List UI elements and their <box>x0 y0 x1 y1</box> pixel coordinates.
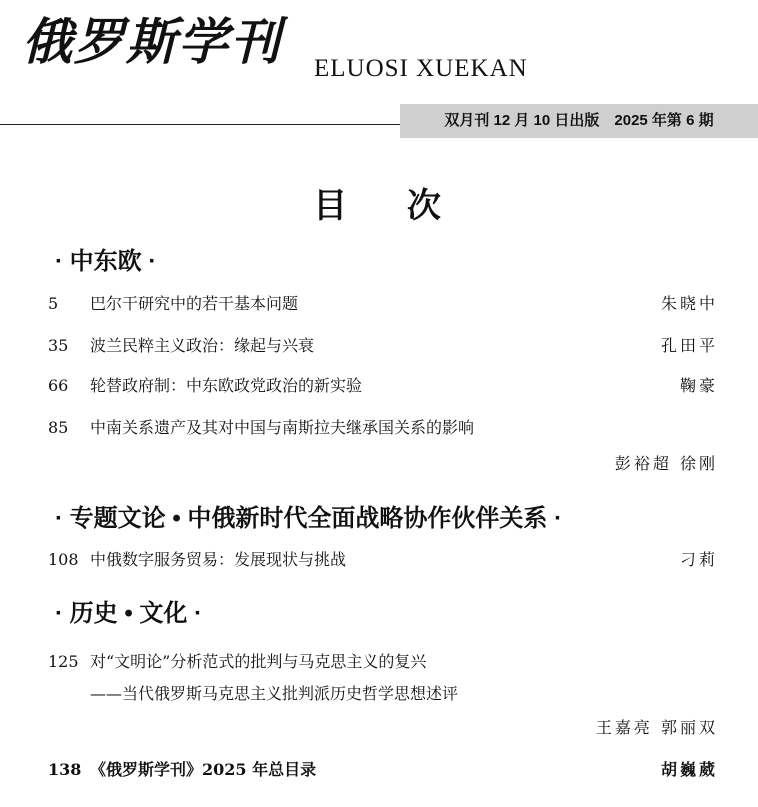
section-heading-central-eastern-europe: · 中东欧 · <box>55 248 157 275</box>
page-number: 5 <box>48 294 59 313</box>
page-number: 108 <box>48 550 79 569</box>
toc-entry[interactable] <box>48 758 718 782</box>
article-title: 波兰民粹主义政治：缘起与兴衰 <box>90 336 315 355</box>
section-heading-history-culture: · 历史 • 文化 · <box>55 600 203 627</box>
toc-title: 目 次 <box>313 186 465 226</box>
author: 彭裕超 徐刚 <box>614 454 718 473</box>
page-number: 125 <box>48 652 79 671</box>
toc-entry[interactable] <box>48 548 718 572</box>
author: 王嘉亮 郭丽双 <box>595 718 718 737</box>
article-subtitle: ——当代俄罗斯马克思主义批判派历史哲学思想述评 <box>90 684 459 703</box>
page-number: 85 <box>48 418 69 437</box>
author: 孔田平 <box>660 336 718 355</box>
section-heading-special-topic: · 专题文论 • 中俄新时代全面战略协作伙伴关系 · <box>55 505 563 532</box>
article-title: 中俄数字服务贸易：发展现状与挑战 <box>90 550 347 569</box>
author: 鞠豪 <box>679 376 718 395</box>
article-title: 《俄罗斯学刊》2025 年总目录 <box>90 760 317 779</box>
page-number: 138 <box>48 760 82 779</box>
issue-info-bar: 双月刊 12 月 10 日出版 2025 年第 6 期 <box>400 104 758 138</box>
toc-entry[interactable] <box>48 416 718 440</box>
toc-entry[interactable] <box>48 334 718 358</box>
article-title: 轮替政府制：中东欧政党政治的新实验 <box>90 376 363 395</box>
article-title: 巴尔干研究中的若干基本问题 <box>90 294 299 313</box>
page-number: 66 <box>48 376 69 395</box>
article-title: 对“文明论”分析范式的批判与马克思主义的复兴 <box>90 652 427 671</box>
toc-entry[interactable] <box>48 650 718 674</box>
article-title: 中南关系遗产及其对中国与南斯拉夫继承国关系的影响 <box>90 418 475 437</box>
journal-latin-title: ELUOSI XUEKAN <box>314 55 528 82</box>
author: 胡巍葳 <box>660 760 718 779</box>
page-number: 35 <box>48 336 69 355</box>
author: 刁莉 <box>679 550 718 569</box>
toc-entry[interactable] <box>48 292 718 316</box>
journal-logo: 俄罗斯学刊 <box>22 12 282 71</box>
author: 朱晓中 <box>660 294 718 313</box>
toc-entry[interactable] <box>48 374 718 398</box>
header-rule <box>0 124 400 125</box>
